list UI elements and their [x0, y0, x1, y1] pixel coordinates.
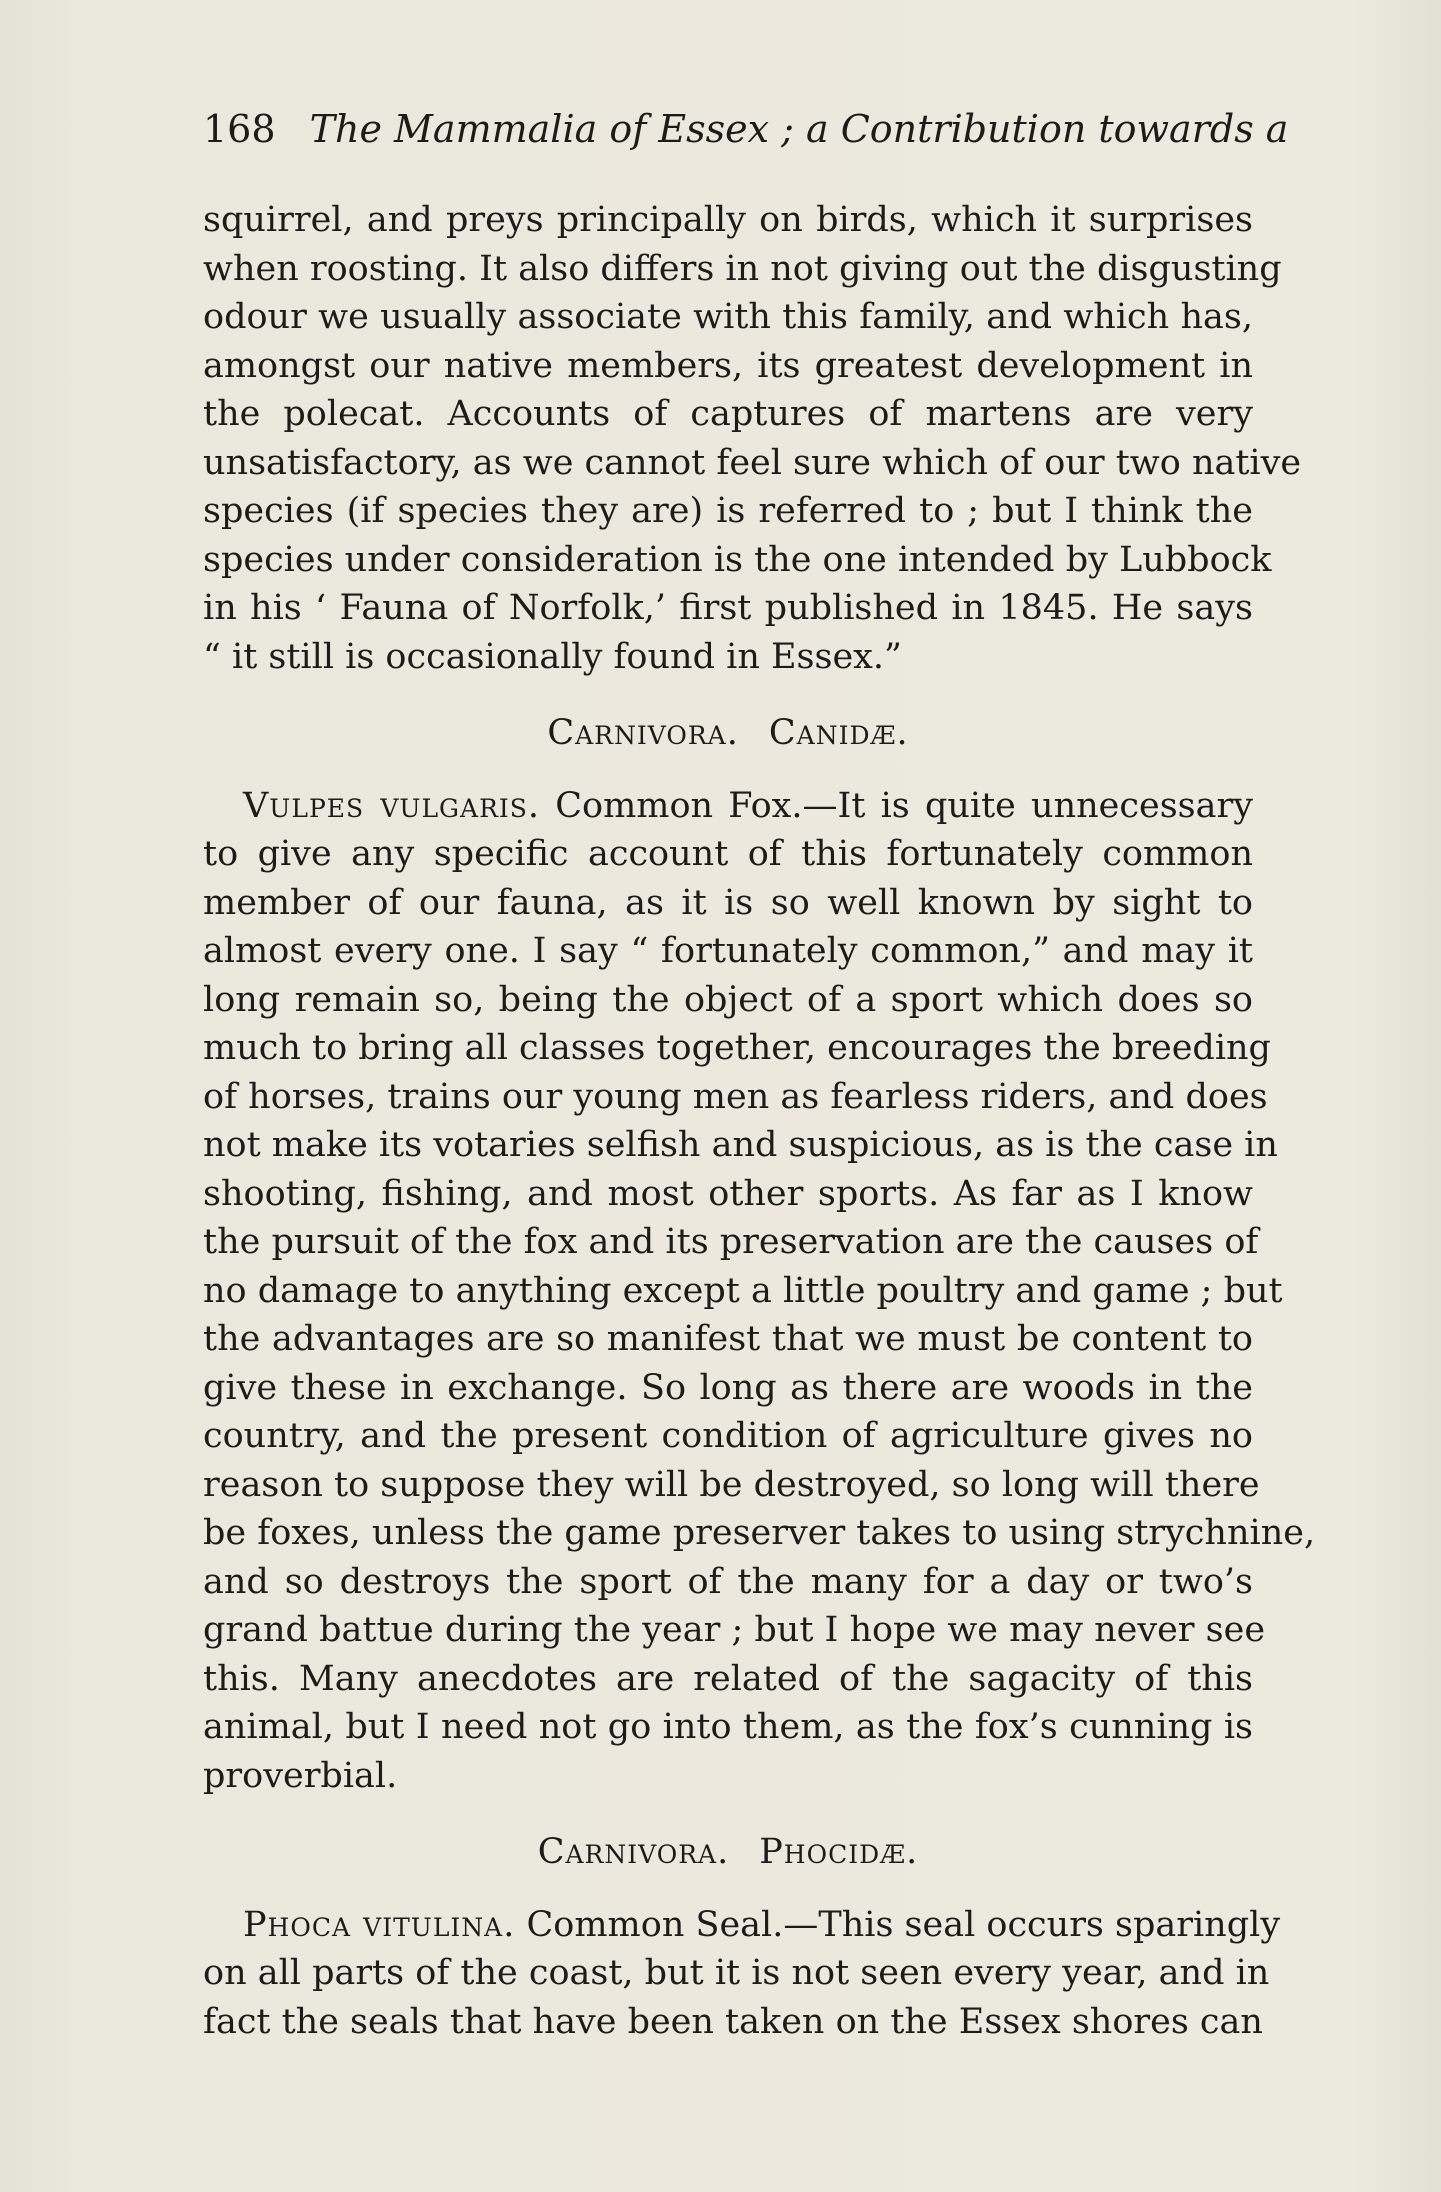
paragraph-marten [203, 196, 1302, 681]
species-name: Vulpes vulgaris. [243, 785, 541, 826]
text-line: on all parts of the coast, but it is not seen every year, and in [203, 1953, 1270, 1993]
paragraph-fox [203, 782, 1316, 1801]
text-line: animal, but I need not go into them, as the fox’s cunning is [203, 1707, 1253, 1747]
text-line: reason to suppose they will be destroyed, so long will there [203, 1464, 1260, 1505]
paragraph-seal [203, 1901, 1281, 2047]
text-line: proverbial. [203, 1755, 398, 1796]
text-line: this. Many anecdotes are related of the sagacity of this [203, 1658, 1253, 1699]
species-intro: Common Fox.—It is quite unnecessary [555, 785, 1253, 826]
page-number: 168 [203, 107, 276, 151]
text-line: no damage to anything except a little poultry and game ; but [203, 1270, 1283, 1311]
heading-order: Carnivora. [547, 713, 739, 753]
text-line: odour we usually associate with this family, and which has, [203, 297, 1253, 337]
text-line: long remain so, being the object of a sport which does so [203, 979, 1253, 1020]
text-line [203, 782, 1253, 831]
text-line: give these in exchange. So long as there are woods in the [203, 1367, 1253, 1408]
text-line: fact the seals that have been taken on the Essex shores can [203, 2001, 1263, 2042]
text-line: grand battue during the year ; but I hope we may never see [203, 1610, 1266, 1650]
text-line: almost every one. I say “ fortunately common,” and may it [203, 931, 1253, 971]
text-line: the advantages are so manifest that we must be content to [203, 1319, 1253, 1359]
text-line: shooting, fishing, and most other sports. As far as I know [203, 1173, 1253, 1214]
text-line: of horses, trains our young men as fearless riders, and does [203, 1076, 1268, 1117]
section-heading-canidae [203, 709, 1253, 758]
text-line: be foxes, unless the game preserver takes to using strychnine, [203, 1513, 1316, 1553]
text-line: “ it still is occasionally found in Essex.” [203, 636, 902, 677]
text-line: amongst our native members, its greatest development in [203, 345, 1253, 386]
species-intro: Common Seal.—This seal occurs sparingly [526, 1904, 1281, 1945]
section-heading-phocidae [203, 1828, 1253, 1877]
text-line: and so destroys the sport of the many for a day or two’s [203, 1561, 1253, 1602]
text-line: country, and the present condition of agriculture gives no [203, 1416, 1253, 1456]
text-line: in his ‘ Fauna of Norfolk,’ first published in 1845. He says [203, 588, 1253, 628]
heading-family: Canidæ. [768, 713, 909, 753]
heading-order: Carnivora. [537, 1832, 730, 1872]
text-line: much to bring all classes together, encourages the breeding [203, 1028, 1271, 1068]
text-line: squirrel, and preys principally on birds, which it surprises [203, 200, 1253, 240]
text-line: species (if species they are) is referred to ; but I think the [203, 491, 1253, 531]
text-line [203, 1901, 1281, 1950]
text-line: the polecat. Accounts of captures of martens are very [203, 394, 1253, 434]
running-title: The Mammalia of Essex ; a Contribution towards a [309, 107, 1289, 151]
text-line: when roosting. It also differs in not giving out the disgusting [203, 248, 1282, 289]
page-body [203, 196, 1316, 2046]
species-name: Phoca vitulina. [243, 1904, 516, 1945]
text-line: to give any specific account of this fortunately common [203, 834, 1253, 874]
text-line: member of our fauna, as it is so well known by sight to [203, 882, 1253, 923]
running-header [203, 104, 1289, 154]
text-line: unsatisfactory, as we cannot feel sure which of our two native [203, 442, 1302, 483]
text-line: not make its votaries selfish and suspicious, as is the case in [203, 1125, 1278, 1165]
text-line: species under consideration is the one intended by Lubbock [203, 539, 1272, 580]
text-line: the pursuit of the fox and its preservation are the causes of [203, 1222, 1259, 1262]
heading-family: Phocidæ. [759, 1832, 919, 1872]
